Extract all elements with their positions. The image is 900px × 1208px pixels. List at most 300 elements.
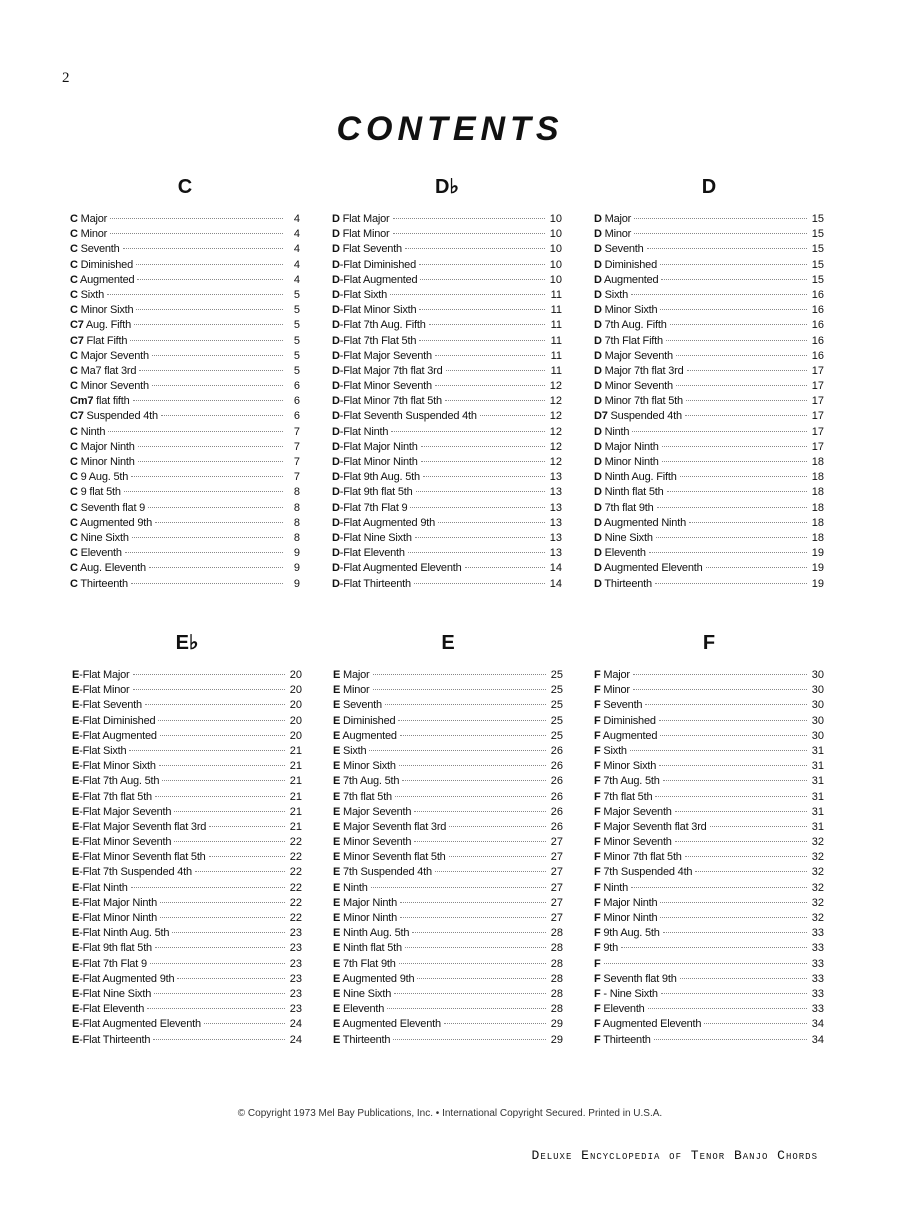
entry-text: Sixth (600, 744, 627, 757)
entry-key: D (332, 425, 340, 438)
dot-leader (390, 294, 545, 295)
contents-entry (594, 729, 824, 744)
entry-label (594, 896, 657, 911)
entry-key: F (594, 866, 601, 879)
entry-text: Minor Sixth (601, 304, 658, 317)
entry-label (594, 683, 630, 698)
entry-text: Augmented 9th (77, 516, 153, 529)
contents-entry (333, 1002, 563, 1017)
entry-text: -Flat Minor Seventh (79, 836, 172, 849)
dot-leader (663, 932, 807, 933)
entry-key: E (333, 684, 341, 697)
entry-page-number: 15 (811, 258, 824, 271)
entry-key: E (333, 942, 341, 955)
contents-entry (332, 334, 562, 349)
contents-entry (332, 273, 562, 288)
entry-page-number: 27 (550, 866, 563, 879)
dot-leader (131, 583, 283, 584)
entry-label (594, 364, 684, 379)
entry-text: Major (77, 213, 108, 225)
entry-page-number: 27 (550, 896, 563, 909)
entry-label (70, 288, 104, 303)
entry-page-number: 19 (811, 547, 824, 560)
dot-leader (670, 324, 807, 325)
dot-leader (647, 248, 807, 249)
entry-page-number: 17 (811, 395, 824, 408)
entry-page-number: 27 (550, 851, 563, 864)
entry-page-number: 31 (811, 744, 824, 757)
entry-label (332, 577, 411, 592)
dot-leader (685, 415, 807, 416)
entry-text: Major Ninth (77, 440, 135, 453)
entry-text: -Flat Major Seventh (79, 805, 172, 818)
dot-leader (632, 431, 807, 432)
entry-text: Major Seventh (600, 805, 672, 818)
contents-entry (70, 334, 300, 349)
entry-page-number: 33 (811, 1003, 824, 1016)
contents-entry (594, 972, 824, 987)
entry-page-number: 4 (293, 273, 300, 286)
entry-page-number: 18 (811, 501, 824, 514)
dot-leader (415, 537, 545, 538)
entry-page-number: 28 (550, 957, 563, 970)
dot-leader (133, 400, 283, 401)
entry-label (594, 1017, 701, 1032)
entry-page-number: 18 (811, 456, 824, 468)
entry-text: -Flat Minor Seventh flat 5th (79, 851, 206, 864)
dot-leader (449, 856, 546, 857)
entry-label (594, 835, 672, 850)
entry-text: -Flat Thirteenth (79, 1033, 151, 1046)
entry-page-number: 28 (550, 987, 563, 1000)
dot-leader (148, 507, 283, 508)
entry-key: C (70, 213, 78, 225)
entry-text: -Flat Minor Sixth (339, 304, 417, 317)
entry-page-number: 29 (550, 1018, 563, 1031)
contents-entry (72, 941, 302, 956)
entry-page-number: 28 (550, 942, 563, 955)
entry-text: Ma7 flat 3rd (77, 364, 137, 377)
contents-entry (333, 683, 563, 698)
contents-entry (594, 364, 824, 379)
entry-text: 9th Aug. 5th (600, 927, 660, 940)
contents-entry (594, 546, 824, 561)
entry-page-number: 9 (293, 547, 300, 560)
entry-key: D (594, 395, 602, 408)
entry-text: 7th flat 5th (340, 790, 392, 803)
dot-leader (160, 902, 285, 903)
entry-label (333, 729, 397, 744)
entry-key: C (70, 380, 78, 393)
entry-page-number: 22 (289, 912, 302, 924)
entry-key: E (72, 896, 80, 909)
entry-text: Minor 7th flat 5th (601, 395, 683, 408)
entry-label (332, 364, 443, 379)
dot-leader (393, 233, 545, 234)
entry-page-number: 21 (289, 790, 302, 803)
entry-text: Eleventh (601, 547, 646, 560)
entry-text: -Flat 7th Aug. 5th (79, 775, 160, 788)
dot-leader (695, 871, 807, 872)
entry-label (594, 926, 660, 941)
contents-entry (594, 516, 824, 531)
contents-entry (333, 774, 563, 789)
entry-page-number: 30 (811, 684, 824, 697)
entry-page-number: 32 (811, 851, 824, 864)
dot-leader (152, 385, 283, 386)
entry-page-number: 16 (811, 288, 824, 301)
contents-entry (333, 759, 563, 774)
entry-key: F (594, 881, 601, 894)
entry-key: E (72, 866, 80, 879)
entry-text: -Flat Major Ninth (79, 896, 158, 909)
entry-key: E (72, 1033, 80, 1046)
entry-page-number: 22 (289, 896, 302, 909)
entry-label (594, 318, 667, 333)
entry-label (72, 957, 147, 972)
entry-label (594, 379, 673, 394)
contents-entry (72, 790, 302, 805)
dot-leader (446, 370, 545, 371)
contents-entry (332, 349, 562, 364)
entry-key: D (332, 380, 340, 393)
entry-page-number: 30 (811, 699, 824, 712)
entry-text: flat fifth (93, 395, 130, 408)
entry-text: -Flat Eleventh (339, 547, 405, 560)
entry-text: Minor Sixth (600, 760, 657, 773)
entry-label (72, 729, 157, 744)
dot-leader (160, 735, 285, 736)
entry-key: D (594, 228, 602, 241)
entry-key: D (594, 440, 602, 453)
entry-text: Augmented (340, 729, 397, 742)
contents-entry (594, 1002, 824, 1017)
contents-entry (72, 1033, 302, 1048)
entry-label (333, 668, 370, 683)
dot-leader (124, 491, 283, 492)
dot-leader (633, 674, 807, 675)
entry-page-number: 8 (293, 501, 300, 514)
entry-label (332, 258, 416, 273)
contents-entry (594, 926, 824, 941)
entry-page-number: 4 (293, 243, 300, 256)
entry-page-number: 6 (293, 395, 300, 408)
entry-text: -Flat Seventh Suspended 4th (339, 410, 477, 423)
contents-entry (70, 561, 300, 576)
entry-label (594, 227, 631, 242)
contents-entry (72, 1017, 302, 1032)
contents-entry (594, 774, 824, 789)
contents-entry (70, 531, 300, 546)
contents-entry (594, 835, 824, 850)
entry-key: F (594, 805, 601, 818)
entry-label (70, 242, 120, 257)
dot-leader (676, 385, 807, 386)
entry-page-number: 16 (811, 349, 824, 362)
entry-page-number: 31 (811, 760, 824, 773)
entry-label (72, 941, 152, 956)
entry-key: E (72, 987, 80, 1000)
entry-text: 9 flat 5th (77, 486, 121, 499)
contents-entry (70, 318, 300, 333)
contents-entry (72, 683, 302, 698)
entry-label (70, 440, 135, 455)
contents-entry (70, 303, 300, 318)
entry-key: F (594, 1033, 601, 1046)
entry-key: D (594, 243, 602, 256)
entry-page-number: 32 (811, 912, 824, 924)
entry-key: E (72, 714, 80, 727)
entry-page-number: 5 (293, 319, 300, 332)
dot-leader (371, 887, 546, 888)
entry-label (332, 485, 413, 500)
entry-page-number: 25 (550, 729, 563, 742)
entry-page-number: 27 (550, 912, 563, 924)
contents-entry (594, 273, 824, 288)
entry-key: D (332, 213, 340, 225)
contents-entry (72, 698, 302, 713)
entry-key: F (594, 987, 601, 1000)
entry-key: E (72, 851, 80, 864)
contents-entry (594, 242, 824, 257)
entry-label (333, 683, 370, 698)
entry-key: D (594, 319, 602, 332)
entry-page-number: 29 (550, 1033, 563, 1046)
entry-label (333, 972, 414, 987)
entry-key: E (72, 957, 80, 970)
contents-entry (70, 349, 300, 364)
entry-page-number: 7 (293, 471, 300, 484)
section-d (594, 172, 824, 592)
entry-page-number: 33 (811, 942, 824, 955)
entry-label (594, 546, 646, 561)
entry-label (72, 1002, 144, 1017)
contents-entry (333, 972, 563, 987)
entry-page-number: 11 (550, 349, 562, 362)
entry-page-number: 5 (293, 288, 300, 301)
entry-page-number: 25 (550, 714, 563, 727)
entry-label (333, 820, 446, 835)
entry-label (594, 972, 677, 987)
entry-key: C (70, 516, 78, 529)
entry-page-number: 20 (289, 669, 302, 681)
section-e-flat (72, 628, 302, 1048)
entry-text: Major (601, 213, 632, 225)
entry-label (594, 577, 652, 592)
entry-text: Aug. Eleventh (77, 562, 146, 575)
entry-page-number: 25 (550, 669, 563, 681)
entry-key: F (594, 927, 601, 940)
entry-page-number: 26 (550, 790, 563, 803)
entry-text: Minor Ninth (77, 456, 135, 468)
entry-key: D (594, 425, 602, 438)
contents-entry (332, 425, 562, 440)
entry-page-number: 32 (811, 896, 824, 909)
contents-entry (594, 394, 824, 409)
entry-page-number: 25 (550, 684, 563, 697)
entry-key: D (332, 471, 340, 484)
entry-label (333, 926, 409, 941)
dot-leader (136, 309, 283, 310)
entry-page-number: 14 (549, 577, 562, 590)
entry-text: 7th Suspended 4th (340, 866, 432, 879)
entry-key: F (594, 760, 601, 773)
dot-leader (139, 370, 283, 371)
entry-page-number: 10 (549, 243, 562, 256)
entry-page-number: 34 (811, 1033, 824, 1046)
contents-entry (72, 987, 302, 1002)
entry-key: F (594, 820, 601, 833)
dot-leader (655, 583, 807, 584)
entry-text: Nine Sixth (340, 987, 392, 1000)
contents-entry (332, 212, 562, 227)
contents-entry (332, 440, 562, 455)
entry-text: 7th Flat Fifth (601, 334, 663, 347)
entry-page-number: 23 (289, 957, 302, 970)
dot-leader (412, 932, 546, 933)
entry-text: 9th (600, 942, 619, 955)
contents-entry (594, 485, 824, 500)
entry-page-number: 32 (811, 836, 824, 849)
contents-entry (70, 394, 300, 409)
contents-entry (594, 1017, 824, 1032)
entry-label (70, 516, 152, 531)
entry-key: D (332, 319, 340, 332)
contents-entry (72, 835, 302, 850)
entry-key: D (594, 577, 602, 590)
entry-key: E (333, 1003, 341, 1016)
entry-key: F (594, 851, 601, 864)
contents-entry (333, 957, 563, 972)
dot-leader (634, 233, 807, 234)
entry-page-number: 23 (289, 942, 302, 955)
entry-text: Suspended 4th (607, 410, 682, 423)
entry-page-number: 26 (550, 820, 563, 833)
entry-key: D (332, 364, 340, 377)
dot-leader (449, 826, 546, 827)
entry-text: -Flat Augmented (79, 729, 157, 742)
entry-text: Flat Major (339, 213, 390, 225)
entry-page-number: 17 (811, 410, 824, 423)
contents-entry (332, 485, 562, 500)
entry-text: -Flat Major Ninth (339, 440, 418, 453)
entry-text: Ninth (601, 425, 630, 438)
entry-key: E (333, 912, 341, 924)
dot-leader (660, 917, 807, 918)
contents-entry (594, 531, 824, 546)
entry-label (72, 896, 157, 911)
entry-text: -Flat Minor (79, 684, 130, 697)
contents-entry (333, 835, 563, 850)
entry-text: Augmented 9th (340, 972, 415, 985)
entry-key: E (333, 896, 341, 909)
entry-text: Minor (600, 684, 630, 697)
contents-entry (70, 485, 300, 500)
entry-key: E (72, 775, 80, 788)
entry-label (594, 455, 659, 470)
entry-key: E (333, 699, 341, 712)
dot-leader (138, 446, 283, 447)
contents-entry (594, 334, 824, 349)
entry-page-number: 7 (293, 440, 300, 453)
entry-label (594, 957, 601, 972)
contents-entry (594, 683, 824, 698)
dot-leader (155, 947, 285, 948)
entry-label (594, 425, 629, 440)
entry-label (332, 349, 432, 364)
entry-label (333, 759, 396, 774)
entry-key: E (333, 790, 341, 803)
dot-leader (421, 446, 545, 447)
entry-page-number: 20 (289, 684, 302, 697)
entry-text: Augmented Eleventh (601, 562, 703, 575)
entry-page-number: 23 (289, 987, 302, 1000)
contents-entry (333, 805, 563, 820)
entry-label (70, 577, 128, 592)
entry-key: E (333, 1018, 341, 1031)
entry-label (594, 334, 663, 349)
entry-text: -Flat Augmented 9th (339, 516, 436, 529)
contents-entry (332, 546, 562, 561)
dot-leader (402, 780, 546, 781)
entry-label (72, 835, 171, 850)
entry-label (332, 501, 407, 516)
contents-entry (70, 501, 300, 516)
dot-leader (444, 1023, 546, 1024)
contents-entry (594, 714, 824, 729)
dot-leader (130, 340, 283, 341)
dot-leader (676, 355, 807, 356)
dot-leader (663, 780, 807, 781)
dot-leader (631, 887, 807, 888)
entry-text: Major Ninth (601, 440, 659, 453)
dot-leader (399, 963, 546, 964)
dot-leader (438, 522, 545, 523)
dot-leader (661, 993, 807, 994)
dot-leader (400, 917, 546, 918)
entry-key: D (594, 213, 602, 225)
entry-key: E (333, 972, 341, 985)
entry-page-number: 24 (289, 1033, 302, 1046)
entry-label (594, 212, 631, 227)
dot-leader (209, 826, 285, 827)
entry-label (332, 470, 420, 485)
entry-key: D (594, 486, 602, 499)
entry-page-number: 12 (549, 440, 562, 453)
entry-text: 7th Aug. 5th (600, 775, 660, 788)
entry-key: C7 (70, 334, 84, 347)
contents-entry (332, 227, 562, 242)
entry-text: -Flat Major 7th flat 3rd (339, 364, 443, 377)
entry-label (72, 1033, 150, 1048)
dot-leader (152, 355, 283, 356)
entry-text: Major Ninth (340, 896, 398, 909)
dot-leader (666, 340, 807, 341)
entry-text: Eleventh (77, 547, 122, 560)
entry-page-number: 7 (293, 456, 300, 468)
entry-page-number: 4 (293, 228, 300, 241)
entry-text: Flat Fifth (83, 334, 128, 347)
dot-leader (657, 507, 807, 508)
dot-leader (410, 507, 545, 508)
section-heading: E♭ (175, 632, 199, 654)
entry-label (72, 683, 130, 698)
entry-label (333, 698, 382, 713)
dot-leader (155, 522, 283, 523)
entry-page-number: 13 (549, 547, 562, 560)
contents-entry (594, 379, 824, 394)
contents-entry (332, 379, 562, 394)
